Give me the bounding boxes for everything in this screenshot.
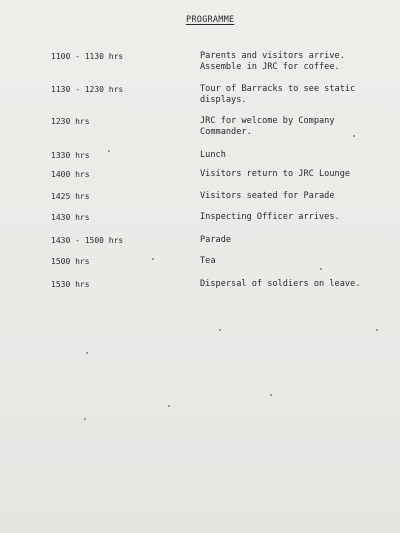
schedule-time: 1400 hrs: [51, 170, 90, 179]
schedule-time: 1100 - 1130 hrs: [51, 52, 124, 61]
schedule-description: Tea: [200, 256, 216, 266]
schedule-description: JRC for welcome by Company Commander.: [200, 116, 335, 137]
schedule-time: 1430 - 1500 hrs: [51, 236, 124, 245]
schedule-time: 1530 hrs: [51, 280, 90, 289]
schedule-description: Lunch: [200, 150, 226, 160]
schedule-description: Parade: [200, 235, 232, 245]
dust-speck: [219, 329, 221, 331]
schedule-time: 1425 hrs: [51, 192, 90, 201]
dust-speck: [168, 405, 170, 407]
schedule-description: Visitors seated for Parade: [200, 191, 335, 201]
dust-speck: [353, 135, 355, 137]
dust-speck: [270, 394, 272, 396]
dust-speck: [320, 268, 322, 270]
dust-speck: [376, 329, 378, 331]
schedule-time: 1330 hrs: [51, 151, 90, 160]
dust-speck: [86, 352, 88, 354]
dust-speck: [108, 150, 110, 152]
schedule-description: Dispersal of soldiers on leave.: [200, 279, 361, 289]
schedule-description: Parents and visitors arrive. Assemble in JRC for coffee.: [200, 51, 345, 72]
schedule-time: 1500 hrs: [51, 257, 90, 266]
page-title: PROGRAMME: [186, 15, 235, 25]
dust-speck: [84, 418, 86, 420]
schedule-time: 1130 - 1230 hrs: [51, 85, 124, 94]
schedule-description: Tour of Barracks to see static displays.: [200, 84, 356, 105]
schedule-time: 1430 hrs: [51, 213, 90, 222]
schedule-time: 1230 hrs: [51, 117, 90, 126]
schedule-description: Visitors return to JRC Lounge: [200, 169, 351, 179]
schedule-description: Inspecting Officer arrives.: [200, 212, 340, 222]
dust-speck: [152, 258, 154, 260]
